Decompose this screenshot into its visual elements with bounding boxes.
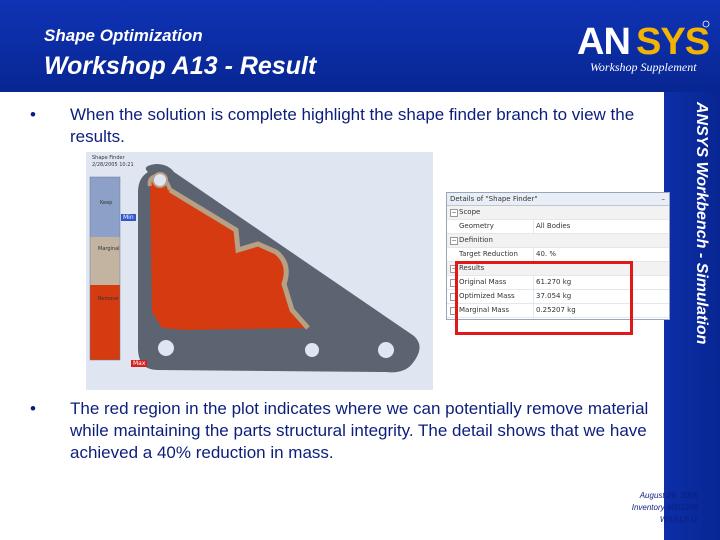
footer-inventory: Inventory #002266 xyxy=(631,503,698,512)
bullet-1-text: When the solution is complete highlight the shape finder branch to view the results. xyxy=(70,105,635,146)
bullet-glyph: • xyxy=(30,105,36,124)
bullet-2 xyxy=(30,398,650,464)
pin-icon[interactable]: – xyxy=(661,195,665,203)
legend-keep: Keep xyxy=(100,200,113,206)
bullet-2-text: The red region in the plot indicates where we can potentially remove material while maintaining the parts structural integrity. The detail shows that we have achieved a 40% reduction in mass. xyxy=(70,399,649,462)
details-header xyxy=(447,193,669,206)
details-section-scope[interactable]: − Scope xyxy=(447,206,669,220)
results-highlight-box xyxy=(455,261,633,335)
max-tag: Max xyxy=(133,360,146,367)
slide-title: Workshop A13 - Result xyxy=(44,52,317,80)
details-row-original-mass[interactable]: Original Mass 61.270 kg xyxy=(447,276,669,290)
collapse-icon[interactable]: − xyxy=(451,209,457,216)
tree-date: 2/28/2005 10:21 xyxy=(92,162,134,168)
details-title: Details of "Shape Finder" xyxy=(450,195,538,203)
details-section-results[interactable]: − Results xyxy=(447,262,669,276)
slide-subtitle: Shape Optimization xyxy=(44,26,203,45)
details-row-target-reduction[interactable]: Target Reduction 40. % xyxy=(447,248,669,262)
tree-title: Shape Finder xyxy=(92,155,125,161)
legend-remove: Remove xyxy=(98,296,119,302)
bullet-glyph: • xyxy=(30,399,36,418)
details-row-geometry[interactable]: Geometry All Bodies xyxy=(447,220,669,234)
footer-code: WSA13-11 xyxy=(659,515,698,524)
collapse-icon[interactable]: − xyxy=(451,265,457,272)
legend-marginal: Marginal xyxy=(98,246,120,252)
shape-finder-plot xyxy=(86,152,433,390)
svg-text:AN: AN xyxy=(577,21,630,62)
workshop-supplement-label: Workshop Supplement xyxy=(590,60,697,74)
ansys-logo xyxy=(575,18,710,62)
side-banner-text: ANSYS Workbench - Simulation xyxy=(693,102,710,345)
footer-date: August 26, 2005 xyxy=(639,491,698,500)
details-section-definition[interactable]: − Definition xyxy=(447,234,669,248)
collapse-icon[interactable]: − xyxy=(451,237,457,244)
svg-text:SYS: SYS xyxy=(636,21,710,62)
slide-footer xyxy=(560,490,698,526)
bullet-1 xyxy=(30,104,650,148)
min-tag: Min xyxy=(123,214,134,221)
details-row-optimized-mass[interactable]: Optimized Mass 37.054 kg xyxy=(447,290,669,304)
details-row-marginal-mass[interactable]: Marginal Mass 0.25207 kg xyxy=(447,304,669,318)
